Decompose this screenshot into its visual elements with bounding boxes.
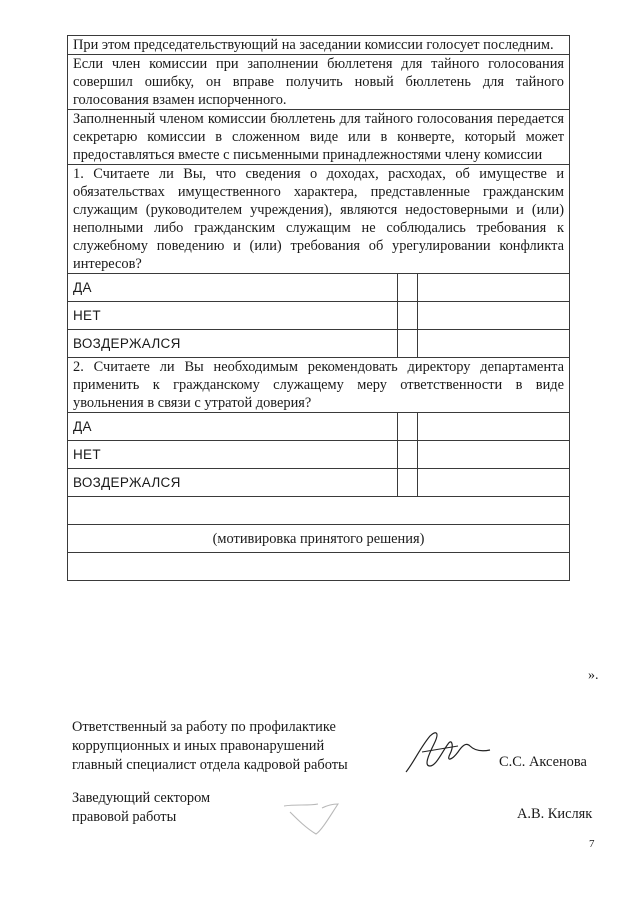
paragraph-text: Если член комиссии при заполнении бюллетеня для тайного голосования совершил ошибку, он вправе получить новый бюллетень для тайного голосования взамен испорченного.: [73, 56, 565, 108]
vote-checkbox-cell[interactable]: [398, 330, 418, 358]
vote-empty-cell: [418, 330, 570, 358]
question-2-option-abstain: [68, 469, 570, 497]
motivation-input-line[interactable]: [68, 497, 570, 525]
option-label: ДА: [68, 413, 398, 441]
question-text: 1. Считаете ли Вы, что сведения о доходах, расходах, об имуществе и обязательствах имущественного характера, представленные гражданским служащим (руководителем учреждения), являются недостоверными и (или) неполными либо гражданским служащим не соблюдались требования к служебному поведению и (или) требования об урегулировании конфликта интересов?: [73, 166, 565, 272]
question-2-option-yes: [68, 413, 570, 441]
handwritten-signature-1: [400, 722, 492, 780]
position-line: коррупционных и иных правонарушений: [72, 738, 325, 754]
paragraph-spoiled-ballot: [68, 55, 570, 110]
question-1: [68, 165, 570, 274]
position-line: главный специалист отдела кадровой работы: [72, 757, 348, 773]
vote-empty-cell: [418, 441, 570, 469]
option-label: ВОЗДЕРЖАЛСЯ: [68, 469, 398, 497]
option-label: ВОЗДЕРЖАЛСЯ: [68, 330, 398, 358]
signatory-2-name: А.В. Кисляк: [517, 806, 593, 822]
question-1-option-no: [68, 302, 570, 330]
vote-empty-cell: [418, 413, 570, 441]
ballot-table: [67, 35, 570, 581]
vote-empty-cell: [418, 302, 570, 330]
vote-empty-cell: [418, 469, 570, 497]
question-1-option-yes: [68, 274, 570, 302]
vote-checkbox-cell[interactable]: [398, 302, 418, 330]
position-line: правовой работы: [72, 809, 177, 825]
paragraph-chair-votes-last: [68, 36, 570, 55]
option-label: ДА: [68, 274, 398, 302]
signatory-1-name: С.С. Аксенова: [499, 754, 587, 770]
motivation-label: (мотивировка принятого решения): [68, 525, 570, 553]
vote-checkbox-cell[interactable]: [398, 274, 418, 302]
signatory-2-position: [72, 789, 272, 827]
position-line: Заведующий сектором: [72, 790, 211, 806]
vote-checkbox-cell[interactable]: [398, 469, 418, 497]
vote-empty-cell: [418, 274, 570, 302]
signatory-1-position: [72, 718, 372, 775]
handwritten-signature-2: [282, 794, 356, 842]
vote-checkbox-cell[interactable]: [398, 441, 418, 469]
question-2-option-no: [68, 441, 570, 469]
paragraph-ballot-submission: [68, 110, 570, 165]
vote-checkbox-cell[interactable]: [398, 413, 418, 441]
paragraph-text: При этом председательствующий на заседании комиссии голосует последним.: [73, 37, 554, 53]
option-label: НЕТ: [68, 302, 398, 330]
position-line: Ответственный за работу по профилактике: [72, 719, 336, 735]
page-number: 7: [589, 838, 595, 850]
closing-quote-mark: ».: [588, 668, 599, 683]
question-2: [68, 358, 570, 413]
question-text: 2. Считаете ли Вы необходимым рекомендовать директору департамента применить к гражданскому служащему меру ответственности в виде увольнения в связи с утратой доверия?: [73, 359, 565, 411]
paragraph-text: Заполненный членом комиссии бюллетень для тайного голосования передается секретарю комиссии в сложенном виде или в конверте, который может предоставляться вместе с письменными принадлежностями члену комиссии: [73, 111, 565, 163]
option-label: НЕТ: [68, 441, 398, 469]
question-1-option-abstain: [68, 330, 570, 358]
motivation-input-line[interactable]: [68, 553, 570, 581]
